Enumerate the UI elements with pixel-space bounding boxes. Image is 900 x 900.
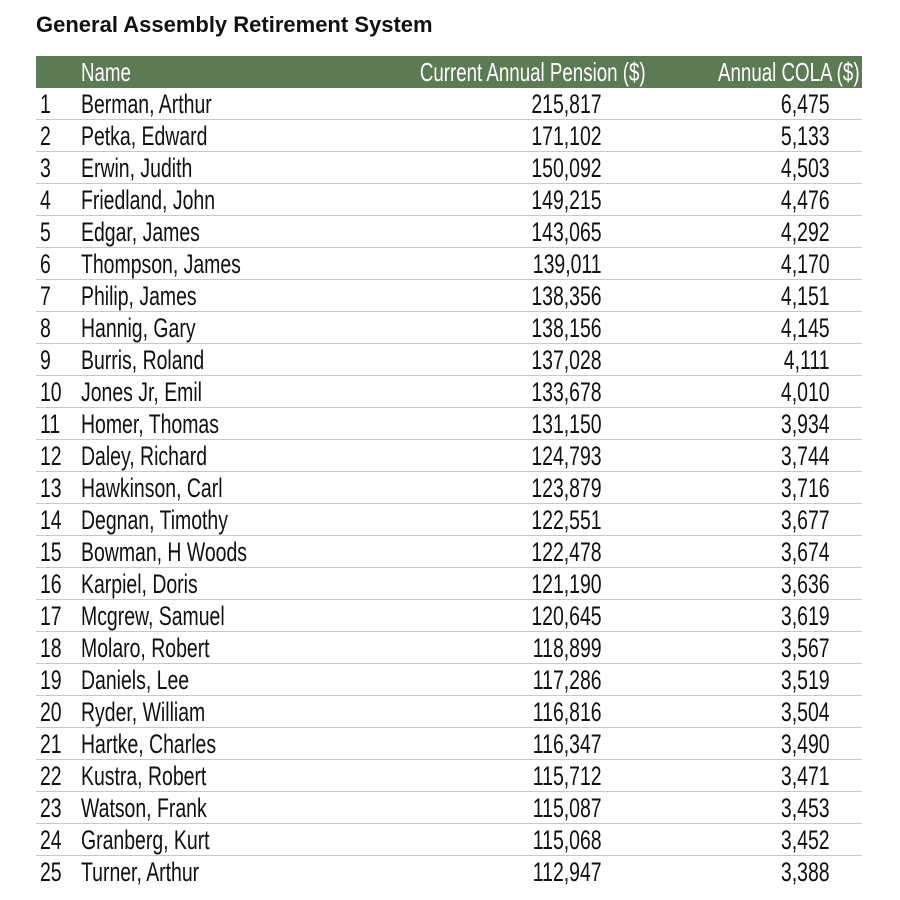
name-cell: Turner, Arthur (81, 857, 200, 887)
column-header-cola: Annual COLA ($) (718, 57, 860, 87)
rank-cell: 11 (40, 409, 61, 439)
rank-cell: 15 (40, 537, 62, 567)
rank-cell: 6 (40, 249, 51, 279)
table-row (36, 856, 862, 888)
table-row (36, 280, 862, 312)
table-row (36, 472, 862, 504)
rank-cell: 24 (40, 825, 62, 855)
pension-cell: 121,190 (531, 569, 602, 599)
pension-cell: 116,816 (533, 697, 602, 727)
table-row (36, 664, 862, 696)
cola-cell: 3,716 (781, 473, 830, 503)
cola-cell: 3,388 (781, 857, 830, 887)
table-row (36, 216, 862, 248)
pension-cell: 115,712 (533, 761, 602, 791)
rank-cell: 18 (40, 633, 62, 663)
name-cell: Kustra, Robert (81, 761, 207, 791)
column-header-name: Name (81, 57, 131, 87)
pension-cell: 131,150 (531, 409, 602, 439)
name-cell: Molaro, Robert (81, 633, 210, 663)
name-cell: Friedland, John (81, 185, 216, 215)
table-row (36, 824, 862, 856)
cola-cell: 4,151 (781, 281, 830, 311)
rank-cell: 17 (40, 601, 62, 631)
pension-table (36, 56, 862, 888)
name-cell: Hartke, Charles (81, 729, 217, 759)
table-row (36, 408, 862, 440)
table-row (36, 536, 862, 568)
name-cell: Homer, Thomas (81, 409, 219, 439)
rank-cell: 5 (40, 217, 51, 247)
table-row (36, 792, 862, 824)
pension-cell: 123,879 (531, 473, 602, 503)
table-row (36, 312, 862, 344)
table-row (36, 184, 862, 216)
cola-cell: 3,567 (781, 633, 830, 663)
pension-cell: 115,068 (533, 825, 602, 855)
name-cell: Degnan, Timothy (81, 505, 228, 535)
name-cell: Edgar, James (81, 217, 200, 247)
pension-cell: 124,793 (531, 441, 602, 471)
cola-cell: 4,503 (781, 153, 830, 183)
table-row (36, 248, 862, 280)
rank-cell: 13 (40, 473, 62, 503)
cola-cell: 3,490 (781, 729, 830, 759)
cola-cell: 3,636 (781, 569, 830, 599)
name-cell: Mcgrew, Samuel (81, 601, 225, 631)
table-row (36, 600, 862, 632)
name-cell: Daley, Richard (81, 441, 208, 471)
cola-cell: 3,934 (781, 409, 830, 439)
table-body (36, 88, 862, 888)
cola-cell: 3,744 (781, 441, 830, 471)
pension-cell: 149,215 (531, 185, 602, 215)
name-cell: Berman, Arthur (81, 89, 212, 119)
name-cell: Hawkinson, Carl (81, 473, 223, 503)
table-row (36, 344, 862, 376)
cola-cell: 3,674 (781, 537, 830, 567)
name-cell: Thompson, James (81, 249, 241, 279)
cola-cell: 3,453 (781, 793, 830, 823)
table-row (36, 568, 862, 600)
pension-cell: 120,645 (531, 601, 602, 631)
cola-cell: 4,476 (781, 185, 830, 215)
cola-cell: 3,519 (781, 665, 830, 695)
name-cell: Philip, James (81, 281, 197, 311)
rank-cell: 4 (40, 185, 51, 215)
rank-cell: 23 (40, 793, 62, 823)
rank-cell: 9 (40, 345, 51, 375)
name-cell: Karpiel, Doris (81, 569, 198, 599)
pension-cell: 115,087 (533, 793, 602, 823)
pension-cell: 122,478 (531, 537, 602, 567)
name-cell: Jones Jr, Emil (81, 377, 203, 407)
pension-cell: 122,551 (531, 505, 602, 535)
name-cell: Burris, Roland (81, 345, 205, 375)
cola-cell: 4,111 (784, 345, 830, 375)
table-row (36, 440, 862, 472)
pension-cell: 116,347 (533, 729, 602, 759)
cola-cell: 3,504 (781, 697, 830, 727)
column-header-pension: Current Annual Pension ($) (420, 57, 646, 87)
pension-cell: 215,817 (531, 89, 602, 119)
cola-cell: 4,170 (781, 249, 830, 279)
pension-cell: 118,899 (533, 633, 602, 663)
table-row (36, 632, 862, 664)
rank-cell: 21 (40, 729, 62, 759)
rank-cell: 14 (40, 505, 62, 535)
table-row (36, 760, 862, 792)
name-cell: Ryder, William (81, 697, 206, 727)
pension-cell: 143,065 (531, 217, 602, 247)
rank-cell: 16 (40, 569, 62, 599)
name-cell: Granberg, Kurt (81, 825, 210, 855)
table-row (36, 120, 862, 152)
table-row (36, 88, 862, 120)
name-cell: Erwin, Judith (81, 153, 193, 183)
page-title: General Assembly Retirement System (36, 12, 433, 37)
rank-cell: 1 (40, 89, 51, 119)
cola-cell: 4,010 (781, 377, 830, 407)
rank-cell: 2 (40, 121, 51, 151)
name-cell: Bowman, H Woods (81, 537, 248, 567)
cola-cell: 3,619 (781, 601, 830, 631)
name-cell: Watson, Frank (81, 793, 207, 823)
pension-cell: 133,678 (531, 377, 602, 407)
pension-cell: 139,011 (533, 249, 602, 279)
name-cell: Petka, Edward (81, 121, 208, 151)
pension-cell: 138,156 (531, 313, 602, 343)
pension-cell: 117,286 (533, 665, 602, 695)
cola-cell: 6,475 (781, 89, 830, 119)
table-row (36, 696, 862, 728)
rank-cell: 12 (40, 441, 62, 471)
rank-cell: 19 (40, 665, 62, 695)
pension-cell: 138,356 (531, 281, 602, 311)
cola-cell: 3,471 (781, 761, 830, 791)
rank-cell: 3 (40, 153, 51, 183)
table-row (36, 504, 862, 536)
rank-cell: 25 (40, 857, 62, 887)
pension-cell: 171,102 (531, 121, 602, 151)
name-cell: Daniels, Lee (81, 665, 190, 695)
cola-cell: 4,292 (781, 217, 830, 247)
cola-cell: 3,677 (781, 505, 830, 535)
pension-cell: 112,947 (533, 857, 602, 887)
pension-cell: 150,092 (531, 153, 602, 183)
name-cell: Hannig, Gary (81, 313, 196, 343)
rank-cell: 8 (40, 313, 51, 343)
rank-cell: 7 (40, 281, 51, 311)
cola-cell: 4,145 (781, 313, 830, 343)
pension-cell: 137,028 (531, 345, 602, 375)
table-row (36, 376, 862, 408)
rank-cell: 10 (40, 377, 62, 407)
table-row (36, 728, 862, 760)
rank-cell: 20 (40, 697, 62, 727)
table-header (36, 56, 862, 88)
rank-cell: 22 (40, 761, 62, 791)
cola-cell: 5,133 (781, 121, 830, 151)
table-row (36, 152, 862, 184)
cola-cell: 3,452 (781, 825, 830, 855)
